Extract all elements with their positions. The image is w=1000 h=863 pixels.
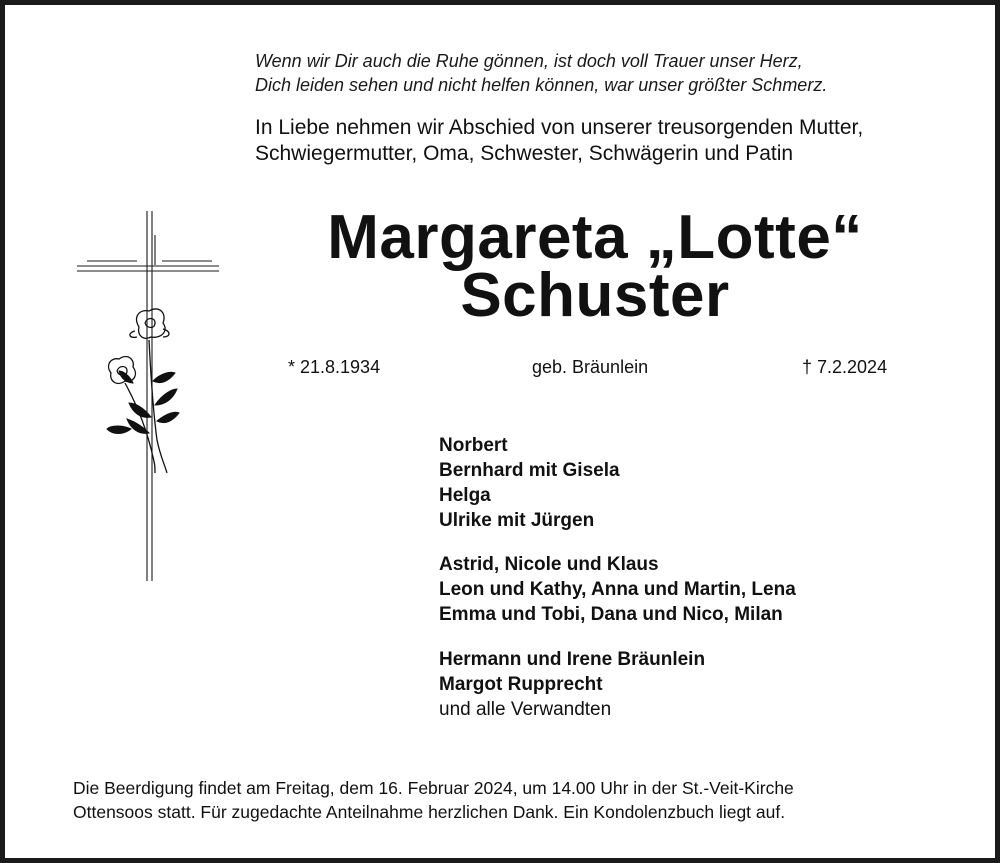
verse xyxy=(255,49,827,97)
list-item: Helga xyxy=(439,485,491,506)
list-item: Bernhard mit Gisela xyxy=(439,460,620,481)
verse-line-1: Wenn wir Dir auch die Ruhe gönnen, ist doch voll Trauer unser Herz, xyxy=(255,51,803,71)
list-item: Hermann und Irene Bräunlein xyxy=(439,649,706,670)
children-list xyxy=(439,433,620,533)
siblings-list xyxy=(439,647,705,722)
grandchildren-list xyxy=(439,552,796,627)
funeral-notice xyxy=(73,776,794,824)
list-item: Norbert xyxy=(439,435,508,456)
death-date: † 7.2.2024 xyxy=(802,357,888,377)
deceased-name xyxy=(255,203,935,330)
list-item: Emma und Tobi, Dana und Nico, Milan xyxy=(439,604,783,625)
list-item: Leon und Kathy, Anna und Martin, Lena xyxy=(439,579,796,600)
funeral-line-2: Ottensoos statt. Für zugedachte Anteilnahme herzlichen Dank. Ein Kondolenzbuch liegt auf. xyxy=(73,802,786,822)
intro-line-2: Schwiegermutter, Oma, Schwester, Schwägerin und Patin xyxy=(255,142,794,165)
cross-with-rose-icon xyxy=(67,205,227,585)
birth-date: * 21.8.1934 xyxy=(288,357,381,377)
funeral-line-1: Die Beerdigung findet am Freitag, dem 16. Februar 2024, um 14.00 Uhr in der St.-Veit-Kirche xyxy=(73,778,794,798)
deceased-name-line-2: Schuster xyxy=(460,261,730,330)
list-item: Ulrike mit Jürgen xyxy=(439,510,595,531)
list-item: Margot Rupprecht xyxy=(439,674,603,695)
intro-text xyxy=(255,115,863,167)
intro-line-1: In Liebe nehmen wir Abschied von unserer treusorgenden Mutter, xyxy=(255,116,864,139)
relatives-line: und alle Verwandten xyxy=(439,699,612,720)
list-item: Astrid, Nicole und Klaus xyxy=(439,554,659,575)
maiden-name: geb. Bräunlein xyxy=(532,357,649,377)
verse-line-2: Dich leiden sehen und nicht helfen können, war unser größter Schmerz. xyxy=(255,75,828,95)
deceased-name-line-1: Margareta „Lotte“ xyxy=(327,203,863,272)
